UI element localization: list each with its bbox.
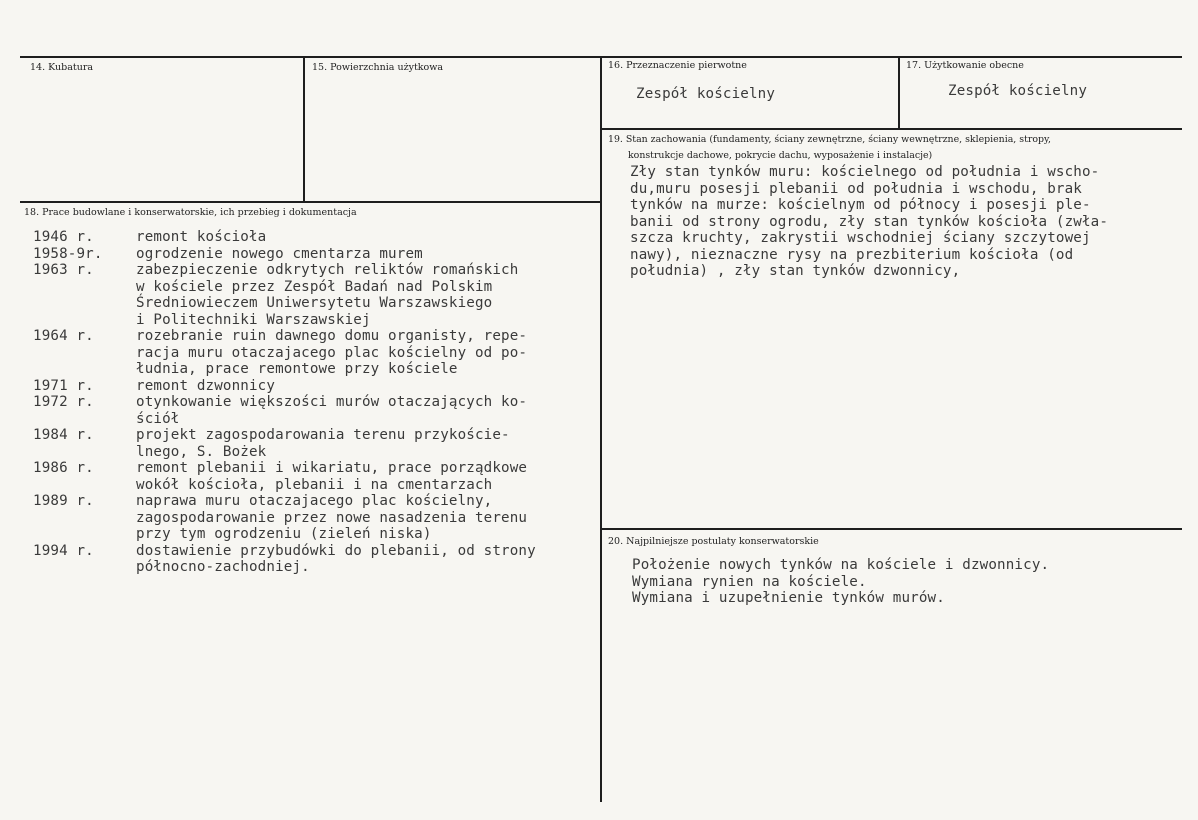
divider-14-15: [303, 57, 305, 202]
stan-label-line-2: konstrukcje dachowe, pokrycie dachu, wyposażenie i instalacje): [628, 150, 933, 161]
work-line: racja muru otaczajacego plac kościelny od po-: [136, 344, 528, 361]
work-line: zabezpieczenie odkrytych reliktów romańskich: [136, 262, 519, 278]
work-entry: [33, 394, 603, 427]
work-description: [136, 543, 603, 576]
uzytkowanie-label: 17. Użytkowanie obecne: [906, 60, 1024, 71]
postulat-line: Wymiana rynien na kościele.: [632, 573, 867, 590]
work-line: wokół kościoła, plebanii i na cmentarzach: [136, 476, 493, 493]
work-description: [136, 394, 603, 427]
work-line: remont plebanii i wikariatu, prace porządkowe: [136, 460, 528, 476]
przeznaczenie-label: 16. Przeznaczenie pierwotne: [608, 60, 747, 71]
work-line: dostawienie przybudówki do plebanii, od strony: [136, 542, 536, 559]
work-year: 1971 r.: [33, 377, 94, 394]
work-line: remont dzwonnicy: [136, 377, 276, 394]
work-description: [136, 427, 603, 460]
work-description: [136, 229, 603, 246]
postulaty-label: 20. Najpilniejsze postulaty konserwatorskie: [608, 536, 819, 547]
work-description: [136, 328, 603, 378]
work-entry: [33, 460, 603, 493]
work-year: 1958-9r.: [33, 245, 103, 262]
work-entry: [33, 378, 603, 395]
row-divider-right-top: [601, 128, 1182, 130]
work-year: 1989 r.: [33, 493, 94, 509]
stan-line: banii od strony ogrodu, zły stan tynków kościoła (zwła-: [630, 213, 1109, 230]
work-line: rozebranie ruin dawnego domu organisty, repe-: [136, 328, 528, 344]
work-line: lnego, S. Bożek: [136, 443, 267, 460]
stan-line: szcza kruchty, zakrystii wschodniej ściany szczytowej: [630, 230, 1091, 246]
work-description: [136, 262, 603, 328]
work-line: remont kościoła: [136, 229, 267, 245]
work-entry: [33, 543, 603, 576]
work-entry: [33, 427, 603, 460]
row-divider-left: [20, 201, 601, 203]
work-line: otynkowanie większości murów otaczających ko-: [136, 394, 528, 410]
work-line: naprawa muru otaczajacego plac kościelny,: [136, 493, 493, 509]
work-entry: [33, 262, 603, 328]
divider-16-17: [898, 57, 900, 129]
stan-line: południa) , zły stan tynków dzwonnicy,: [630, 263, 961, 279]
work-entry: [33, 328, 603, 378]
przeznaczenie-value: Zespół kościelny: [636, 86, 776, 102]
powierzchnia-label: 15. Powierzchnia użytkowa: [312, 62, 444, 73]
stan-line: nawy), nieznaczne rysy na prezbiterium kościoła (od: [630, 246, 1074, 263]
postulat-line: Wymiana i uzupełnienie tynków murów.: [632, 590, 945, 606]
work-entry: [33, 229, 603, 246]
work-line: zagospodarowanie przez nowe nasadzenia terenu: [136, 509, 528, 526]
work-line: ogrodzenie nowego cmentarza murem: [136, 245, 423, 262]
work-line: w kościele przez Zespół Badań nad Polskim: [136, 278, 493, 295]
work-year: 1986 r.: [33, 460, 94, 476]
work-line: ściół: [136, 410, 180, 427]
work-year: 1984 r.: [33, 427, 94, 443]
stan-label-line-1: 19. Stan zachowania (fundamenty, ściany zewnętrzne, ściany wewnętrzne, sklepienia, stropy,: [608, 134, 1051, 145]
work-line: Średniowieczem Uniwersytetu Warszawskiego: [136, 295, 493, 311]
work-line: północno-zachodniej.: [136, 559, 310, 575]
work-year: 1946 r.: [33, 229, 94, 245]
work-description: [136, 460, 603, 493]
work-line: przy tym ogrodzeniu (zieleń niska): [136, 526, 432, 542]
work-line: projekt zagospodarowania terenu przykoście-: [136, 427, 510, 443]
work-year: 1972 r.: [33, 394, 94, 410]
uzytkowanie-value: Zespół kościelny: [948, 83, 1088, 99]
work-line: i Politechniki Warszawskiej: [136, 311, 371, 328]
prace-label: 18. Prace budowlane i konserwatorskie, ich przebieg i dokumentacja: [24, 207, 357, 218]
work-year: 1963 r.: [33, 262, 94, 278]
kubatura-label: 14. Kubatura: [30, 62, 94, 73]
prace-list: [33, 229, 603, 576]
postulaty-text: [632, 557, 1049, 607]
work-year: 1994 r.: [33, 542, 94, 559]
stan-line: tynków na murze: kościelnym od północy i posesji ple-: [630, 197, 1091, 213]
stan-line: du,muru posesji plebanii od południa i wschodu, brak: [630, 180, 1082, 197]
work-description: [136, 246, 603, 263]
row-divider-right-bottom: [601, 528, 1182, 530]
work-description: [136, 493, 603, 543]
work-line: łudnia, prace remontowe przy kościele: [136, 361, 458, 377]
work-year: 1964 r.: [33, 328, 94, 344]
postulat-line: Położenie nowych tynków na kościele i dzwonnicy.: [632, 557, 1050, 573]
work-entry: [33, 246, 603, 263]
work-entry: [33, 493, 603, 543]
work-description: [136, 378, 603, 395]
stan-text: [630, 164, 1108, 280]
stan-line: Zły stan tynków muru: kościelnego od południa i wscho-: [630, 164, 1100, 180]
